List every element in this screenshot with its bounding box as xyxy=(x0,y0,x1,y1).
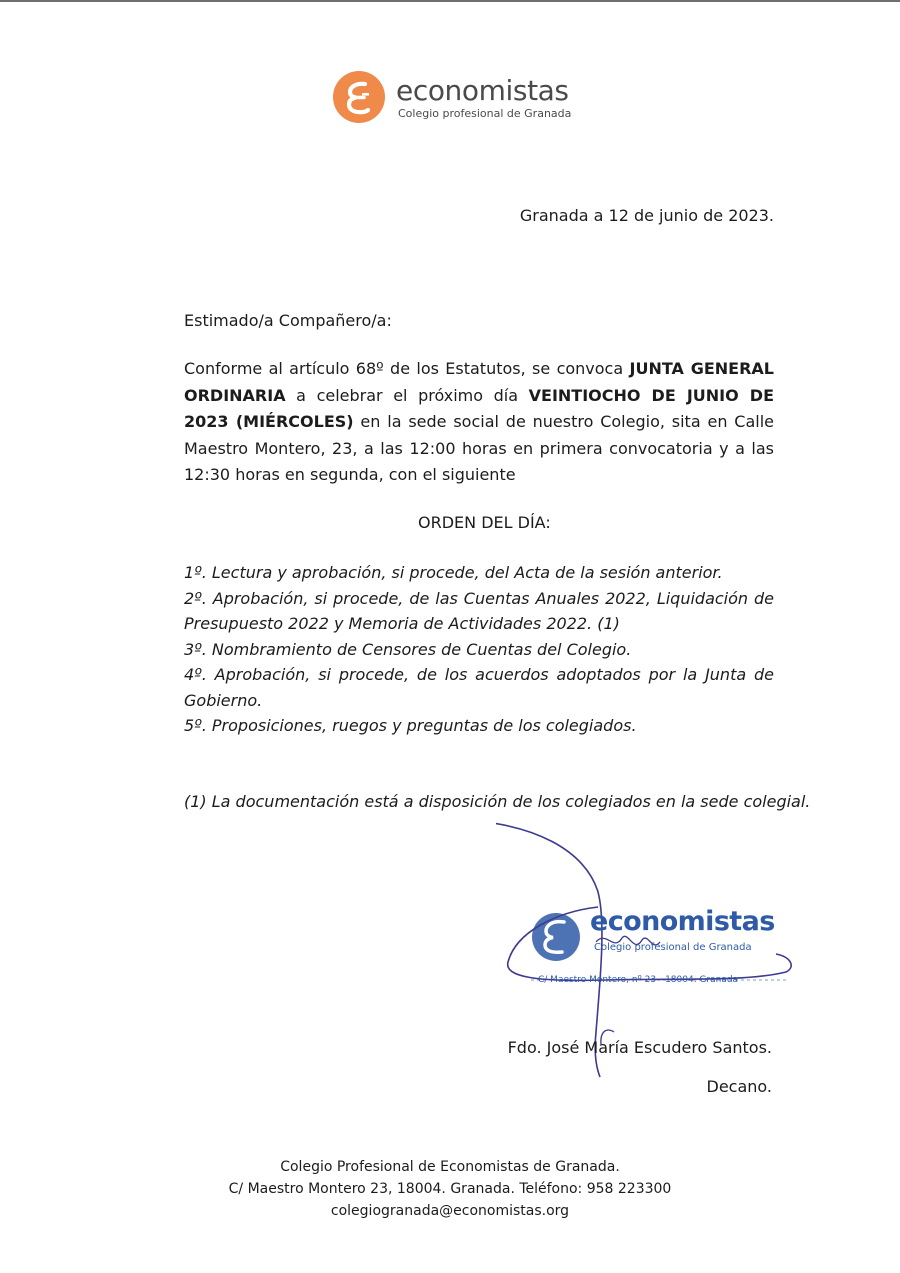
agenda-item: 4º. Aprobación, si procede, de los acuerdos adoptados por la Junta de Gobierno. xyxy=(184,665,774,710)
stamp-name: economistas xyxy=(590,906,775,937)
letterhead-subtitle: Colegio profesional de Granada xyxy=(398,107,572,120)
body-bold-2: VEINTIOCHO DE JUNIO DE 2023 (MIÉRCOLES) xyxy=(184,385,775,431)
signer-name: Fdo. José María Escudero Santos. xyxy=(507,1038,772,1057)
footnote: (1) La documentación está a disposición de los colegiados en la sede colegial. xyxy=(184,792,811,811)
stamp-address: C/ Maestro Montero, nº 23 - 18004. Granada xyxy=(538,975,739,985)
e-monogram-circle-icon xyxy=(332,70,386,124)
body-text-2: a celebrar el próximo día xyxy=(285,385,529,405)
agenda-list xyxy=(184,560,774,739)
convocation-paragraph xyxy=(184,356,774,489)
agenda-item: 1º. Lectura y aprobación, si procede, del Acta de la sesión anterior. xyxy=(184,563,723,582)
letterhead-name: economistas xyxy=(396,74,569,107)
letterhead-logo xyxy=(332,70,592,126)
agenda-item: 3º. Nombramiento de Censores de Cuentas del Colegio. xyxy=(184,639,632,659)
agenda-item: 5º. Proposiciones, ruegos y preguntas de los colegiados. xyxy=(184,716,637,735)
date-line: Granada a 12 de junio de 2023. xyxy=(519,206,774,225)
body-bold-1: JUNTA GENERAL ORDINARIA xyxy=(184,359,774,405)
greeting: Estimado/a Compañero/a: xyxy=(184,311,392,330)
body-text-1: Conforme al artículo 68º de los Estatutos, se convoca xyxy=(184,359,630,378)
top-border xyxy=(0,0,900,2)
agenda-title: ORDEN DEL DÍA: xyxy=(418,513,551,532)
page-footer xyxy=(150,1156,750,1222)
stamp-subtitle: Colegio profesional de Granada xyxy=(594,942,752,953)
footer-line-1: Colegio Profesional de Economistas de Granada. xyxy=(280,1159,620,1175)
footer-line-2: C/ Maestro Montero 23, 18004. Granada. Teléfono: 958 223300 xyxy=(228,1181,672,1197)
footer-email: colegiogranada@economistas.org xyxy=(330,1203,570,1219)
agenda-item: 2º. Aprobación, si procede, de las Cuentas Anuales 2022, Liquidación de Presupuesto 2022 y Memoria de Actividades 2022. (1) xyxy=(184,588,774,633)
body-text-3: en la sede social de nuestro Colegio, sita en Calle Maestro Montero, 23, a las 12:00 horas en primera convocatoria y a las 12:30 horas en segunda, con el siguiente xyxy=(184,412,775,484)
signer-role: Decano. xyxy=(706,1077,772,1096)
